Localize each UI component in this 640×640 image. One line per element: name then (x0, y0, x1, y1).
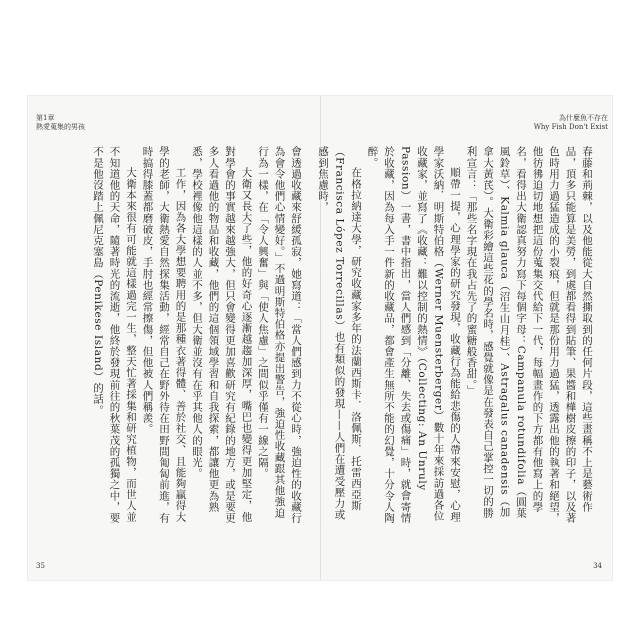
chapter-number: 第1章 (36, 114, 55, 122)
chapter-title: 熱愛蒐集的男孩 (36, 123, 85, 131)
left-page (28, 96, 320, 580)
paragraph: 在格拉納達大學，研究收藏家多年的法蘭西斯卡．洛佩斯．托雷西亞斯（Francisca López Torrecillas）也有類似的發現——人們在遭受壓力或感到焦慮時， (317, 146, 362, 520)
left-page-text (58, 146, 304, 526)
paragraph: 會透過收藏來舒緩孤寂，她寫道：「當人們感到力不從心時，強迫性的收藏行為會令他們心情變好。」不過明斯特伯格亦提出警告，強迫性收藏跟其他強迫行為一樣，在「令人興奮」與「使人焦慮」之間似乎僅有一線之隔。 (257, 146, 302, 524)
paragraph: 大衛本來很有可能就這樣過完一生，整天忙著採集和研究植物，而世人並不知道他的天命，隨著時光的流逝，他終於發現前往的秋葉茂的孤獨之中，要不是他沒踏上佩尼克塞島（Penikese Island）的話。 (92, 146, 137, 524)
right-running-header (534, 114, 608, 132)
paragraph: 工作，因為各大學想要聘用的是那種衣著得體、善於社交、且能夠贏得大學的老師，大衛熱愛自然探集活動，經常自己在野外待在田野間匍匐前進，有時搞得膝蓋都磨破皮，手肘也經常擦傷，但他被人們稱羨。 (141, 146, 187, 524)
paragraph: 大衛又長大了些，他的好奇心逐漸越趨加深厚，嘴巴也變得更加堅定，他對學會的事實越來越強大，但只會變得更加喜歡研究有紀錄的地方，或是要更多人看過他的物品和收藏，他們的這個領域學習和自我探索，都讓他更為熟悉，學校裡像他這樣的人並不多，但大衛並沒有在乎其他人的眼光。 (191, 146, 253, 524)
left-page-number: 35 (36, 562, 45, 570)
left-running-header (36, 114, 85, 132)
right-page-number: 34 (593, 562, 602, 570)
book-title-english: Why Fish Don't Exist (533, 123, 608, 131)
right-page (317, 96, 612, 580)
right-page-text (317, 146, 595, 526)
book-title: 為什麼魚不存在 (559, 114, 608, 122)
paragraph: 順帶一提，心理學家的研究發現，收藏行為能給悲傷的人帶來安慰，心理學家沃納．明斯特伯格（Werner Muensterberger）數十年來採訪過各位收藏家，並寫了《收藏：難以控制的熱情》（Collecting: An Unruly Passion）一書，書中指出，當人們感到「分離、失去或傷痛」時，就會寄情於收藏，因為每入手一件新的收藏品，都會產生無所不能的幻覺，十分令人陶醉。 (366, 146, 461, 524)
paragraph: 春藤和荊棘，以及他能從大自然撕取到的任何片段，這些畫稱不上是藝術作品，頂多只能算是美勞，到處都看得到貼筆、果醬和樺樹皮擦的印子，以及著色時用力過猛造成的小裂痕，但就是那份用力過猛，透露出他的執著和絕望，他彷彿迫切地想把這份蒐集交代給下一代，每幅畫作的下方都有他寫上的學名，看得出大衛認真努力寫下每個字母：Campanula rotundifolia（圓葉風鈴草）、Kalmia glauca（沼生山月桂）、Astragalus canadensis（加拿大黃芪）。大衛彩繪這些花的學名時，感覺就像是在發表自己掌控一切的勝利宣言：「那些名字現在我占先了的蜜糖般香甜。」 (465, 146, 593, 524)
